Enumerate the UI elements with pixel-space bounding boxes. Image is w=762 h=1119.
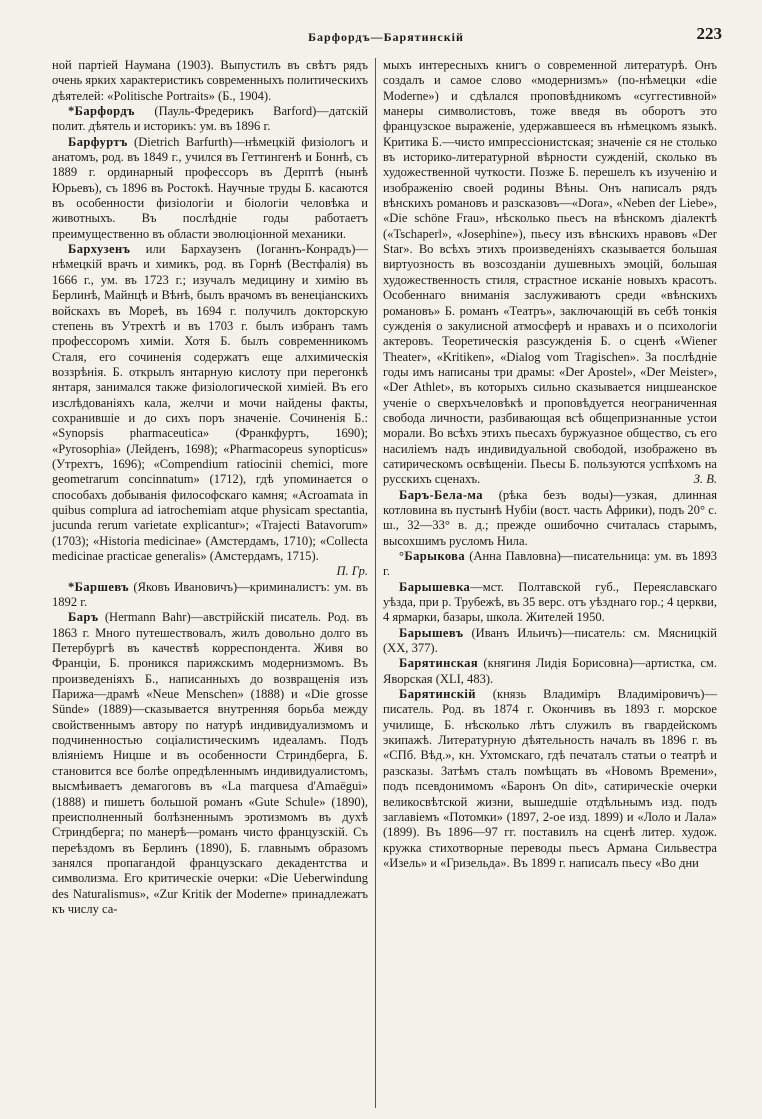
entry-headword: Барышевка [399,579,471,594]
entry-headword: Барфуртъ [68,134,128,149]
dictionary-entry [383,656,717,687]
entry-text: (Dietrich Barfurth)—нѣмецкій физіологъ и анатомъ, род. въ 1849 г., учился въ Геттингенѣ и Боннѣ, съ 1889 г. ординарный профессоръ въ Дерптѣ (нынѣ Юрьевъ), съ 1896 въ Ростокѣ. Научные труды Б. касаются въ особенности физіологіи и біологіи человѣка и животныхъ. Въ послѣдніе годы работаетъ преимущественно въ области эволюціонной механики. [52,134,368,241]
entry-text: (Hermann Bahr)—австрійскій писатель. Род. въ 1863 г. Много путешествовалъ, жилъ довольно долго въ Петербургѣ въ качествѣ корреспондента. Живя во Франціи, Б. проникся парижскимъ модернизмомъ. Въ произведеніяхъ Б., написанныхъ до возвращенія изъ Парижа—драмѣ «Neue Menschen» (1888) и «Die grosse Sünde» (1889)—сказывается внутренняя борьба между свойственнымъ автору по натурѣ индивидуализмомъ и подчиненностью соціалистическимъ идеаламъ. Подъ вліяніемъ Ницше и въ особенности Стриндберга, Б. становится все болѣе опредѣленнымъ индивидуалистомъ, высмѣиваетъ демагоговъ въ «La marquesa d'Amaëgui» (1888) и пишетъ большой романъ «Gute Schule» (1890), преисполненный болѣзненнымъ эротизмомъ въ духѣ Стриндберга; по манерѣ—романъ чисто французскій. Съ переѣздомъ въ Берлинъ (1890), Б. главнымъ образомъ занялся пропагандой французскаго декадентства и символизма. Его критическіе очерки: «Die Ueberwindung des Naturalismus», «Zur Kritik der Moderne» принадлежатъ къ числу са- [52,610,368,916]
entry-text: ной партіей Наумана (1903). Выпустилъ въ свѣтъ рядъ очень ярких характеристикъ современныхъ политическихъ дѣятелей: «Politische Portraits» (Б., 1904). [52,58,368,103]
author-signature: П. Гр. [336,564,368,579]
entry-headword: Бархузенъ [68,242,131,257]
dictionary-entry [383,488,717,549]
entry-text: или Бархаузенъ (Іоганнъ-Конрадъ)—нѣмецкій врачъ и химикъ, род. въ Горнѣ (Вестфалія) въ 1666 г., ум. въ 1723 г.; изучалъ медицину и химію въ Берлинѣ, Майнцѣ и Вѣнѣ, былъ врачомъ въ венеціанскихъ войскахъ въ Морeѣ, въ 1694 г. получилъ докторскую степень въ Утрехтѣ и въ 1703 г. былъ избранъ тамъ профессоромъ химіи. Хотя Б. былъ современникомъ Сталя, его сочиненія содержатъ еще алхимическія воззрѣнія. Б. открылъ янтарную кислоту при перегонкѣ янтаря, занимался также физіологической химіей. Въ его изслѣдованіяхъ кала, желчи и мочи найдены факты, сохранившіе и до сихъ поръ значеніе. Сочиненія Б.: «Synopsis pharmaceutica» (Франкфуртъ, 1690); «Pyrosophia» (Лейденъ, 1698); «Pharmacopeus synopticus» (Утрехтъ, 1696); «Compendium ratiocinii chemici, more geometrarum concinnatum» (1712), гдѣ упоминается о способахъ добыванія философскаго камня; «Acroamata in quibus complura ad iatrochemiam atque physicam spectantia, jucunda rerum varietate explicantur»; «Trajecti Batavorum» (1703); «Historia medicinae» (Амстердамъ, 1710); «Collecta medicinae practicae generalis» (Амстердамъ, 1715). [52,242,368,563]
entry-text: (Анна Павловна)—писательница: ум. въ 1893 г. [383,549,717,579]
entry-text: (князь Владиміръ Владиміровичъ)—писатель. Род. въ 1874 г. Окончивъ въ 1893 г. морское училище, Б. нѣсколько лѣтъ служилъ въ гвардейскомъ экипажѣ. Литературную дѣятельность началъ въ 1896 г. въ «СПб. Вѣд.», кн. Ухтомскаго, гдѣ печаталъ статьи о театрѣ и разсказы. Затѣмъ сталъ помѣщать въ «Новомъ Времени», подъ псевдонимомъ «Баронъ On dit», сатирическіе очерки великосвѣтской жизни, вышедшіе отдѣльнымъ изд. подъ заглавіемъ «Потомки» (1897, 2-ое изд. 1899) и «Лоло и Лала» (1899). Въ 1896—97 гг. поставилъ на сценѣ литер. худож. кружка стихотворные переводы пьесъ Армана Сильвестра «Изель» и «Гризельда». Въ 1899 г. написалъ пьесу «Во дни [383,687,717,870]
entry-headword: *Барфордъ [68,104,135,119]
dictionary-entry [52,104,368,135]
column-divider [375,58,376,1108]
page-number: 223 [696,24,722,43]
dictionary-entry [52,242,368,580]
dictionary-entry [52,58,368,104]
entry-headword: *Баршевъ [68,579,129,594]
entry-text: (Пауль-Фредерикъ Barford)—датскій полит. дѣятель и историкъ: ум. въ 1896 г. [52,104,368,134]
entry-text: (Яковъ Ивановичъ)—криминалистъ: ум. въ 1892 г. [52,579,368,610]
entry-text: (рѣка безъ воды)—узкая, длинная котловина въ пустынѣ Нубіи (вост. часть Африки), подъ 20° с. ш., 32—33° в. д.; прежде ошибочно считалась старымъ, высохшимъ русломъ Нила. [383,487,717,548]
entry-text: (княгиня Лидія Борисовна)—артистка, см. Яворская (XLI, 483). [383,656,717,686]
left-column [52,58,368,917]
entry-text: мыхъ интересныхъ книгъ о современной литературѣ. Онъ создалъ и самое слово «модернизмъ» (по-нѣмецки «die Moderne») и сдѣлался проповѣдникомъ «суггестивной» манеры символистовъ, тоже введя въ оборотъ это французское выраженіе, удержавшееся въ нѣмецкомъ языкѣ. Критика Б.—чисто импрессіонистская; значеніе ся не столько въ историко-литературной вѣрности сужденій, сколько въ художественной чуткости. Позже Б. перешелъ къ изученію и изображенію своей родины Вѣны. Онъ написалъ рядъ вѣнскихъ романовъ и разсказовъ—«Dora», «Neben der Liebe», «Die schöne Frau», нѣсколько пьесъ на вѣнскомъ діалектѣ («Tschaperl», «Josephine»), пьесу изъ вѣнскихъ нравовъ «Der Star». Во всѣхъ этихъ произведеніяхъ сказывается большая виртуозность въ возсозданіи душевныхъ эмоцій, большая художественность стиля, страстное исканіе новыхъ красотъ. Особеннаго вниманія заслуживаютъ среди «вѣнскихъ романовъ» Б. романъ «Театръ», заключающій въ себѣ тонкія сужденія о закулисной атмосферѣ и нравахъ и о психологіи актеровъ. Теоретическія разсужденія Б. о сценѣ «Wiener Theater», «Kritiken», «Dialog vom Tragischen». За послѣдніе годы имъ написаны три драмы: «Der Apostel», «Der Meister», «Der Athlet», въ которыхъ сильно сказывается ницшеанское ученіе о сверхъчеловѣкѣ и проповѣдуется неограниченная свобода личности, разбивающая всѣ общепризнанные устои морали. Во всѣхъ этихъ пьесахъ буржуазное общество, съ его насиліемъ надъ индивидуальной свободой, изображено въ сатирическомъ освѣщеніи. Пьесы Б. пользуются успѣхомъ на русскихъ сценахъ. [383,58,717,487]
entry-headword: Баръ-Бела-ма [399,487,483,502]
entry-text: —мст. Полтавской губ., Переяславскаго уѣзда, при р. Трубежѣ, въ 35 верс. отъ уѣзднаго гор.; 4 церкви, 4 ярмарки, базары, школа. Жителей 1950. [383,579,717,625]
page-header [50,22,722,48]
running-head: Барфордъ—Барятинскій [308,30,464,44]
dictionary-entry [52,610,368,917]
entry-headword: Барятинская [399,656,479,671]
dictionary-entry [52,580,368,611]
dictionary-entry [52,135,368,242]
dictionary-entry [383,626,717,657]
dictionary-entry [383,58,717,488]
author-signature: З. В. [693,472,717,487]
dictionary-entry [383,687,717,871]
dictionary-entry [383,580,717,626]
entry-headword: °Барыкова [399,549,466,563]
dictionary-entry [383,549,717,580]
entry-text: (Иванъ Ильичъ)—писатель: см. Мясницкій (XX, 377). [383,625,717,656]
entry-headword: Барятинскій [399,687,476,702]
entry-headword: Барышевъ [399,625,464,640]
entry-headword: Баръ [68,610,99,625]
right-column [383,58,717,871]
